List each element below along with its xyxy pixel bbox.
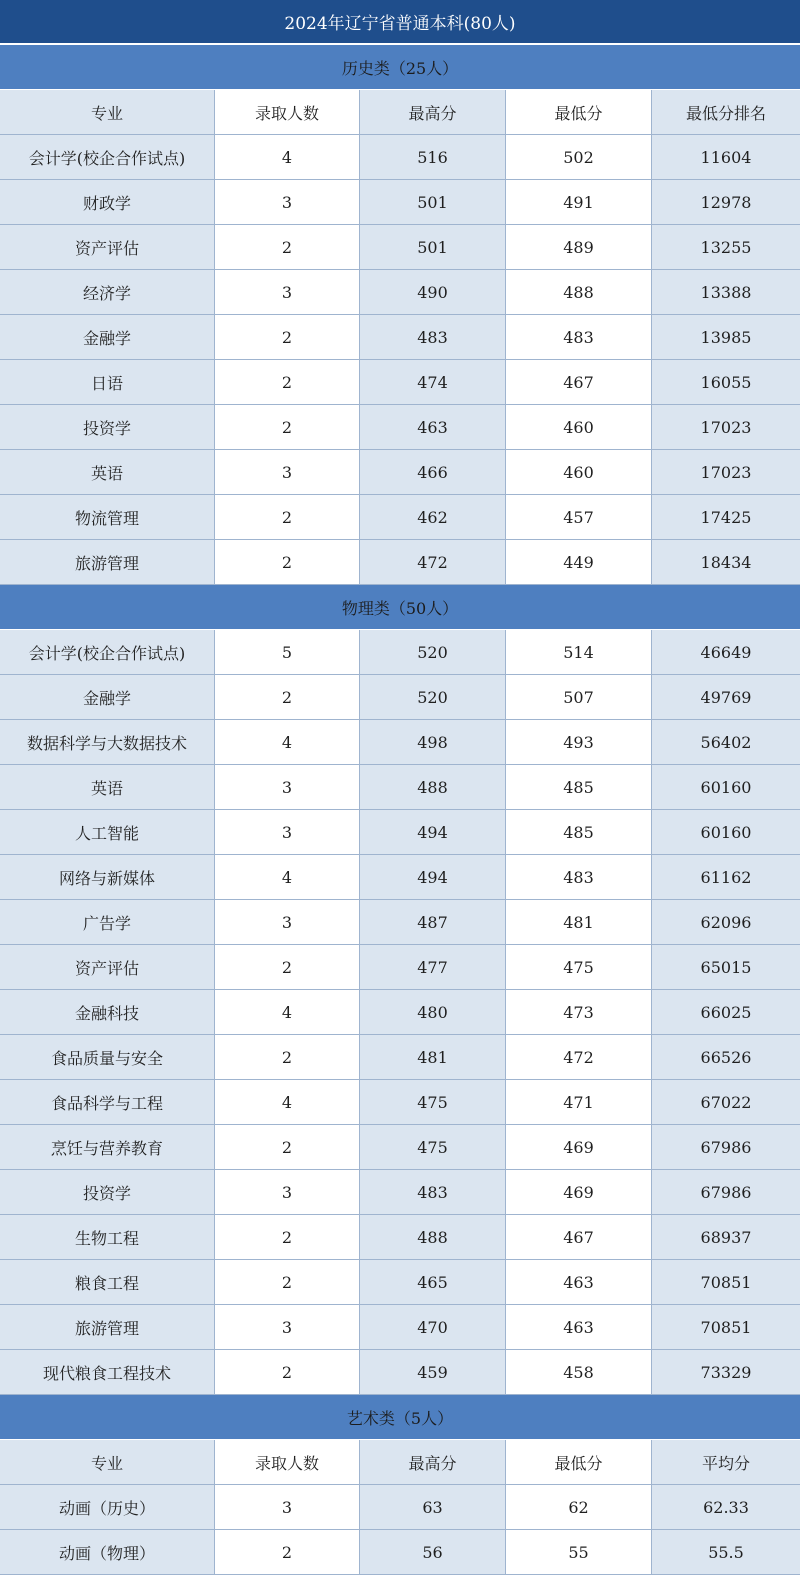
section-heading: 物理类（50人） xyxy=(0,585,800,630)
table-cell: 3 xyxy=(214,900,359,944)
table-cell: 资产评估 xyxy=(0,225,214,269)
table-cell: 485 xyxy=(505,765,651,809)
table-cell: 现代粮食工程技术 xyxy=(0,1350,214,1394)
table-cell: 457 xyxy=(505,495,651,539)
table-cell: 18434 xyxy=(651,540,800,584)
table-cell: 467 xyxy=(505,1215,651,1259)
table-row xyxy=(0,900,800,945)
table-cell: 13388 xyxy=(651,270,800,314)
table-cell: 4 xyxy=(214,855,359,899)
table-cell: 3 xyxy=(214,180,359,224)
table-cell: 469 xyxy=(505,1125,651,1169)
table-cell: 474 xyxy=(359,360,505,404)
column-header: 最低分 xyxy=(505,1440,651,1484)
table-row xyxy=(0,1035,800,1080)
table-cell: 65015 xyxy=(651,945,800,989)
table-row xyxy=(0,630,800,675)
table-cell: 2 xyxy=(214,1035,359,1079)
table-cell: 13985 xyxy=(651,315,800,359)
table-cell: 483 xyxy=(505,855,651,899)
table-cell: 459 xyxy=(359,1350,505,1394)
table-cell: 60160 xyxy=(651,765,800,809)
table-cell: 56 xyxy=(359,1530,505,1574)
table-cell: 460 xyxy=(505,405,651,449)
table-header-row xyxy=(0,90,800,135)
table-cell: 3 xyxy=(214,810,359,854)
table-cell: 物流管理 xyxy=(0,495,214,539)
table-cell: 469 xyxy=(505,1170,651,1214)
table-cell: 投资学 xyxy=(0,405,214,449)
table-cell: 475 xyxy=(359,1080,505,1124)
table-cell: 2 xyxy=(214,225,359,269)
table-cell: 2 xyxy=(214,1530,359,1574)
column-header: 最低分 xyxy=(505,90,651,134)
table-row xyxy=(0,1080,800,1125)
table-cell: 2 xyxy=(214,1350,359,1394)
table-cell: 475 xyxy=(359,1125,505,1169)
table-cell: 465 xyxy=(359,1260,505,1304)
table-row xyxy=(0,675,800,720)
table-cell: 462 xyxy=(359,495,505,539)
table-cell: 3 xyxy=(214,270,359,314)
table-cell: 62096 xyxy=(651,900,800,944)
table-cell: 人工智能 xyxy=(0,810,214,854)
table-row xyxy=(0,540,800,585)
table-cell: 旅游管理 xyxy=(0,1305,214,1349)
table-header-row xyxy=(0,1440,800,1485)
table-cell: 491 xyxy=(505,180,651,224)
table-cell: 471 xyxy=(505,1080,651,1124)
table-cell: 财政学 xyxy=(0,180,214,224)
table-row xyxy=(0,1530,800,1575)
table-cell: 55 xyxy=(505,1530,651,1574)
table-cell: 13255 xyxy=(651,225,800,269)
table-row xyxy=(0,495,800,540)
table-cell: 466 xyxy=(359,450,505,494)
table-cell: 11604 xyxy=(651,135,800,179)
table-cell: 498 xyxy=(359,720,505,764)
table-row xyxy=(0,180,800,225)
table-cell: 49769 xyxy=(651,675,800,719)
table-cell: 463 xyxy=(359,405,505,449)
table-cell: 12978 xyxy=(651,180,800,224)
table-cell: 3 xyxy=(214,1485,359,1529)
table-cell: 472 xyxy=(359,540,505,584)
table-cell: 广告学 xyxy=(0,900,214,944)
table-body xyxy=(0,45,800,1575)
table-row xyxy=(0,135,800,180)
table-cell: 56402 xyxy=(651,720,800,764)
table-cell: 2 xyxy=(214,495,359,539)
table-cell: 5 xyxy=(214,630,359,674)
table-cell: 475 xyxy=(505,945,651,989)
table-row xyxy=(0,1260,800,1305)
table-cell: 资产评估 xyxy=(0,945,214,989)
table-cell: 英语 xyxy=(0,450,214,494)
table-cell: 2 xyxy=(214,540,359,584)
table-cell: 英语 xyxy=(0,765,214,809)
table-row xyxy=(0,1485,800,1530)
table-cell: 507 xyxy=(505,675,651,719)
table-cell: 4 xyxy=(214,990,359,1034)
table-cell: 481 xyxy=(359,1035,505,1079)
table-cell: 67986 xyxy=(651,1170,800,1214)
table-cell: 烹饪与营养教育 xyxy=(0,1125,214,1169)
table-cell: 数据科学与大数据技术 xyxy=(0,720,214,764)
table-cell: 经济学 xyxy=(0,270,214,314)
table-row xyxy=(0,270,800,315)
table-cell: 483 xyxy=(359,1170,505,1214)
table-cell: 金融学 xyxy=(0,675,214,719)
section-heading: 艺术类（5人） xyxy=(0,1395,800,1440)
table-cell: 3 xyxy=(214,450,359,494)
column-header: 最低分排名 xyxy=(651,90,800,134)
table-cell: 463 xyxy=(505,1305,651,1349)
table-cell: 动画（历史） xyxy=(0,1485,214,1529)
table-cell: 2 xyxy=(214,1215,359,1259)
table-cell: 463 xyxy=(505,1260,651,1304)
table-cell: 449 xyxy=(505,540,651,584)
column-header: 平均分 xyxy=(651,1440,800,1484)
table-cell: 494 xyxy=(359,810,505,854)
table-cell: 467 xyxy=(505,360,651,404)
table-cell: 67986 xyxy=(651,1125,800,1169)
table-cell: 17023 xyxy=(651,405,800,449)
table-cell: 488 xyxy=(505,270,651,314)
table-cell: 62.33 xyxy=(651,1485,800,1529)
table-row xyxy=(0,1125,800,1170)
table-cell: 2 xyxy=(214,1260,359,1304)
table-row xyxy=(0,360,800,405)
table-cell: 62 xyxy=(505,1485,651,1529)
table-cell: 日语 xyxy=(0,360,214,404)
table-cell: 67022 xyxy=(651,1080,800,1124)
table-row xyxy=(0,1215,800,1260)
column-header: 最高分 xyxy=(359,90,505,134)
table-cell: 46649 xyxy=(651,630,800,674)
table-cell: 会计学(校企合作试点) xyxy=(0,135,214,179)
table-cell: 食品质量与安全 xyxy=(0,1035,214,1079)
table-cell: 63 xyxy=(359,1485,505,1529)
table-cell: 投资学 xyxy=(0,1170,214,1214)
column-header: 专业 xyxy=(0,90,214,134)
table-cell: 502 xyxy=(505,135,651,179)
table-row xyxy=(0,405,800,450)
table-row xyxy=(0,1305,800,1350)
table-cell: 70851 xyxy=(651,1305,800,1349)
table-row xyxy=(0,1170,800,1215)
table-row xyxy=(0,810,800,855)
table-cell: 514 xyxy=(505,630,651,674)
table-cell: 4 xyxy=(214,135,359,179)
table-cell: 60160 xyxy=(651,810,800,854)
table-cell: 480 xyxy=(359,990,505,1034)
table-cell: 473 xyxy=(505,990,651,1034)
table-cell: 472 xyxy=(505,1035,651,1079)
table-cell: 493 xyxy=(505,720,651,764)
table-cell: 金融科技 xyxy=(0,990,214,1034)
table-cell: 488 xyxy=(359,765,505,809)
table-cell: 2 xyxy=(214,315,359,359)
table-cell: 520 xyxy=(359,630,505,674)
column-header: 录取人数 xyxy=(214,1440,359,1484)
table-title: 2024年辽宁省普通本科(80人) xyxy=(0,0,800,45)
table-cell: 粮食工程 xyxy=(0,1260,214,1304)
table-cell: 16055 xyxy=(651,360,800,404)
table-cell: 3 xyxy=(214,1305,359,1349)
table-row xyxy=(0,945,800,990)
table-row xyxy=(0,855,800,900)
table-cell: 2 xyxy=(214,405,359,449)
table-cell: 483 xyxy=(359,315,505,359)
table-cell: 网络与新媒体 xyxy=(0,855,214,899)
table-cell: 494 xyxy=(359,855,505,899)
column-header: 专业 xyxy=(0,1440,214,1484)
section-heading: 历史类（25人） xyxy=(0,45,800,90)
table-cell: 477 xyxy=(359,945,505,989)
table-cell: 487 xyxy=(359,900,505,944)
table-cell: 470 xyxy=(359,1305,505,1349)
table-cell: 488 xyxy=(359,1215,505,1259)
table-cell: 2 xyxy=(214,675,359,719)
table-cell: 489 xyxy=(505,225,651,269)
table-cell: 食品科学与工程 xyxy=(0,1080,214,1124)
table-row xyxy=(0,225,800,270)
table-cell: 490 xyxy=(359,270,505,314)
table-row xyxy=(0,450,800,495)
table-row xyxy=(0,765,800,810)
table-cell: 501 xyxy=(359,225,505,269)
table-cell: 4 xyxy=(214,720,359,764)
column-header: 最高分 xyxy=(359,1440,505,1484)
table-cell: 17023 xyxy=(651,450,800,494)
table-cell: 3 xyxy=(214,765,359,809)
table-cell: 516 xyxy=(359,135,505,179)
table-cell: 2 xyxy=(214,360,359,404)
table-row xyxy=(0,720,800,765)
table-row xyxy=(0,315,800,360)
table-cell: 61162 xyxy=(651,855,800,899)
column-header: 录取人数 xyxy=(214,90,359,134)
table-cell: 66025 xyxy=(651,990,800,1034)
table-cell: 2 xyxy=(214,945,359,989)
table-cell: 17425 xyxy=(651,495,800,539)
table-cell: 458 xyxy=(505,1350,651,1394)
table-cell: 485 xyxy=(505,810,651,854)
table-cell: 3 xyxy=(214,1170,359,1214)
table-cell: 520 xyxy=(359,675,505,719)
table-cell: 动画（物理） xyxy=(0,1530,214,1574)
table-cell: 70851 xyxy=(651,1260,800,1304)
table-cell: 483 xyxy=(505,315,651,359)
table-row xyxy=(0,1350,800,1395)
table-cell: 4 xyxy=(214,1080,359,1124)
table-row xyxy=(0,990,800,1035)
table-cell: 金融学 xyxy=(0,315,214,359)
table-cell: 73329 xyxy=(651,1350,800,1394)
table-cell: 68937 xyxy=(651,1215,800,1259)
table-cell: 66526 xyxy=(651,1035,800,1079)
table-cell: 501 xyxy=(359,180,505,224)
table-cell: 2 xyxy=(214,1125,359,1169)
table-cell: 会计学(校企合作试点) xyxy=(0,630,214,674)
table-cell: 481 xyxy=(505,900,651,944)
table-cell: 旅游管理 xyxy=(0,540,214,584)
table-cell: 460 xyxy=(505,450,651,494)
table-cell: 55.5 xyxy=(651,1530,800,1574)
table-cell: 生物工程 xyxy=(0,1215,214,1259)
